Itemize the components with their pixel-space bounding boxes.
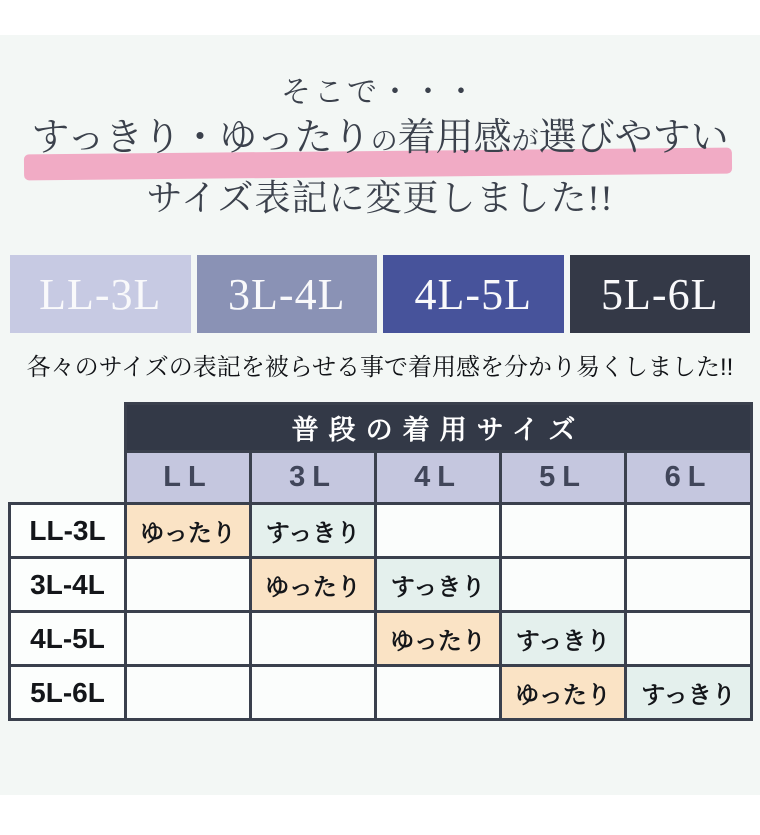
- table-row: [10, 504, 752, 558]
- fit-cell-empty: [626, 504, 752, 558]
- table-corner-spacer: [10, 452, 126, 504]
- fit-cell-empty: [501, 504, 626, 558]
- column-header-6l: 6L: [626, 452, 752, 504]
- size-badge-ll-3l: LL-3L: [10, 255, 191, 333]
- headline-line3: サイズ表記に変更しました!!: [146, 178, 614, 218]
- row-label-ll-3l: LL-3L: [10, 504, 126, 558]
- fit-cell-empty: [126, 558, 251, 612]
- column-header-4l: 4L: [376, 452, 501, 504]
- intro-line: そこで・・・: [281, 76, 479, 109]
- table-corner-spacer: [10, 404, 126, 452]
- content-panel: [0, 35, 760, 795]
- fit-cell-empty: [126, 666, 251, 720]
- column-header-3l: 3L: [251, 452, 376, 504]
- fit-cell-yuttari: ゆったり: [376, 612, 501, 666]
- headline-segment-small: が: [511, 126, 539, 156]
- size-badges-row: [10, 255, 750, 333]
- column-header-5l: 5L: [501, 452, 626, 504]
- fit-cell-empty: [626, 558, 752, 612]
- headline-line2: [0, 115, 760, 164]
- fit-cell-empty: [626, 612, 752, 666]
- column-header-ll: LL: [126, 452, 251, 504]
- table-row: [10, 612, 752, 666]
- size-table: [8, 402, 753, 721]
- fit-cell-empty: [251, 612, 376, 666]
- fit-cell-sukkiri: すっきり: [501, 612, 626, 666]
- table-row: [10, 666, 752, 720]
- fit-cell-empty: [251, 666, 376, 720]
- row-label-5l-6l: 5L-6L: [10, 666, 126, 720]
- size-badge-5l-6l: 5L-6L: [570, 255, 751, 333]
- fit-cell-sukkiri: すっきり: [626, 666, 752, 720]
- headline-segment-small: の: [370, 126, 398, 156]
- fit-cell-empty: [126, 612, 251, 666]
- headline-segment: 着用感: [397, 117, 512, 159]
- fit-cell-empty: [376, 504, 501, 558]
- row-label-4l-5l: 4L-5L: [10, 612, 126, 666]
- explanation-caption: 各々のサイズの表記を被らせる事で着用感を分かり易くしました!!: [26, 354, 734, 381]
- headline-segment: 選びやすい: [538, 117, 729, 159]
- table-title: 普段の着用サイズ: [126, 404, 752, 452]
- fit-cell-yuttari: ゆったり: [126, 504, 251, 558]
- fit-cell-sukkiri: すっきり: [251, 504, 376, 558]
- headline-line2-text: [31, 117, 728, 159]
- row-label-3l-4l: 3L-4L: [10, 558, 126, 612]
- fit-cell-sukkiri: すっきり: [376, 558, 501, 612]
- table-column-header-row: [10, 452, 752, 504]
- size-table-body: [10, 404, 752, 720]
- fit-cell-empty: [376, 666, 501, 720]
- table-row: [10, 558, 752, 612]
- size-badge-4l-5l: 4L-5L: [383, 255, 564, 333]
- size-badge-3l-4l: 3L-4L: [197, 255, 378, 333]
- fit-cell-yuttari: ゆったり: [501, 666, 626, 720]
- table-title-row: [10, 404, 752, 452]
- fit-cell-empty: [501, 558, 626, 612]
- fit-cell-yuttari: ゆったり: [251, 558, 376, 612]
- headline-segment: すっきり・ゆったり: [31, 117, 371, 159]
